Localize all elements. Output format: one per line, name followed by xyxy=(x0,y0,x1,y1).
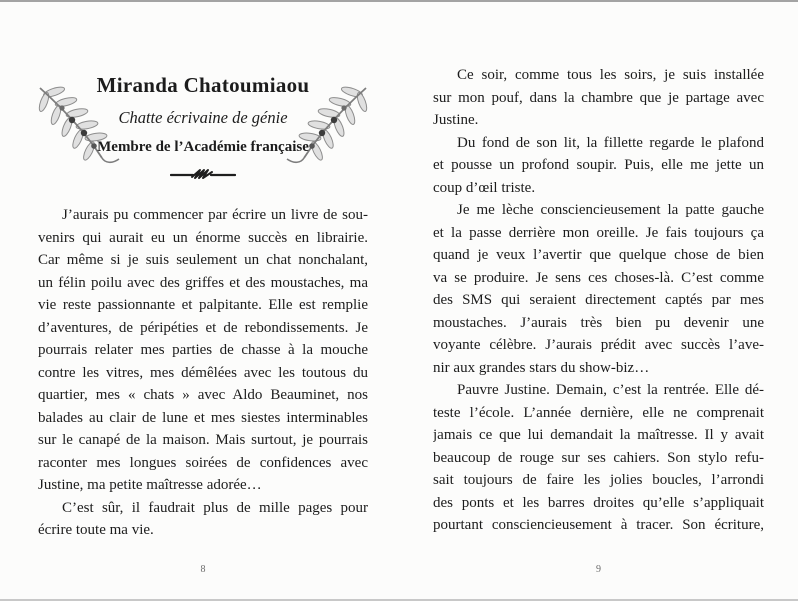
paragraph xyxy=(433,379,764,537)
text-line: vie reste passionnante et palpitante. Elle est remplie xyxy=(38,297,368,313)
text-line: sur mon pouf, dans la chambre que je partage avec xyxy=(433,89,764,106)
text-line: contre les vitres, mes démêlées avec les toutous du xyxy=(38,364,368,381)
text-line: va se produire. Je sens ces choses-là. C’est comme xyxy=(433,269,764,286)
right-page-body xyxy=(433,64,764,537)
text-line: beaucoup de rouge sur ses cahiers. Son stylo refu- xyxy=(433,449,764,466)
text-line: quartier, mes « chats » avec Aldo Beauminet, nos xyxy=(38,387,368,403)
paragraph xyxy=(433,132,764,200)
text-line: moustaches. J’aurais très bien pu devenir une xyxy=(433,314,764,331)
paragraph xyxy=(433,64,764,132)
text-line: teste l’école. L’année dernière, elle ne comprenait xyxy=(433,404,764,421)
text-line: Justine, ma petite maîtresse adorée… xyxy=(38,477,262,493)
text-line: coup d’œil triste. xyxy=(433,179,536,196)
text-line: nir aux grandes stars du show-biz… xyxy=(433,359,650,376)
text-line: pourtant consciencieusement à tracer. Son écriture, xyxy=(433,517,764,533)
text-line: et pousse un profond soupir. Puis, elle me jette un xyxy=(433,157,764,173)
left-page-body xyxy=(38,204,368,542)
text-line: sait toujours de faire les jolies boucles, l’arrondi xyxy=(433,472,764,488)
author-name: Miranda Chatoumiaou xyxy=(96,73,310,97)
paragraph xyxy=(38,497,368,542)
text-line: Du fond de son lit, la fillette regarde le plafond xyxy=(457,134,764,151)
right-page xyxy=(433,0,764,601)
page-number: 9 xyxy=(596,564,601,575)
text-line: Car même si je suis seulement un chat nonchalant, xyxy=(38,252,368,268)
text-line: J’aurais pu commencer par écrire un livre de sou- xyxy=(62,207,368,223)
paragraph xyxy=(433,199,764,379)
page-number: 8 xyxy=(200,564,206,575)
text-line: venirs qui aurait eu un énorme succès en librairie. xyxy=(38,229,368,246)
text-line: des ponts et les barres droites qu’elle s’appliquait xyxy=(433,494,764,511)
text-line: écrire toute ma vie. xyxy=(38,522,154,538)
text-line: pourrais relater mes parties de chasse à la mouche xyxy=(38,342,368,358)
paragraph xyxy=(38,204,368,497)
author-role: Chatte écrivaine de génie xyxy=(118,108,288,127)
text-line: Pauvre Justine. Demain, c’est la rentrée. Elle dé- xyxy=(457,382,764,398)
text-line: et la passe derrière mon oreille. Je fais toujours ça xyxy=(433,224,764,241)
text-line: Ce soir, comme tous les soirs, je suis installée xyxy=(457,67,764,83)
text-line: voyante célèbre. J’aurais prédit avec succès l’ave- xyxy=(433,337,764,353)
text-line: balades au clair de lune et mes siestes interminables xyxy=(38,409,368,426)
text-line: quand je veux l’avertir que quelque chose de bien xyxy=(433,247,764,263)
text-line: Je me lèche consciencieusement la patte gauche xyxy=(457,202,764,218)
twisted-rope-divider-icon xyxy=(38,167,368,181)
left-page xyxy=(38,0,368,601)
text-line: jamais ce que lui demandait la maîtresse. Il y avait xyxy=(433,427,764,443)
text-line: d’aventures, de péripéties et de rebondissements. Je xyxy=(38,319,368,336)
text-line: des SMS qui seraient directement captés par mes xyxy=(433,292,764,308)
author-membership: Membre de l’Académie française xyxy=(97,139,309,155)
text-line: C’est sûr, il faudrait plus de mille pages pour xyxy=(62,499,368,516)
text-line: Justine. xyxy=(433,112,479,128)
text-line: sur le canapé de la maison. Mais surtout, je pourrais xyxy=(38,432,368,448)
text-line: raconter mes longues soirées de confidences avec xyxy=(38,454,368,471)
text-line: un félin poilu avec des griffes et des moustaches, ma xyxy=(38,274,368,291)
